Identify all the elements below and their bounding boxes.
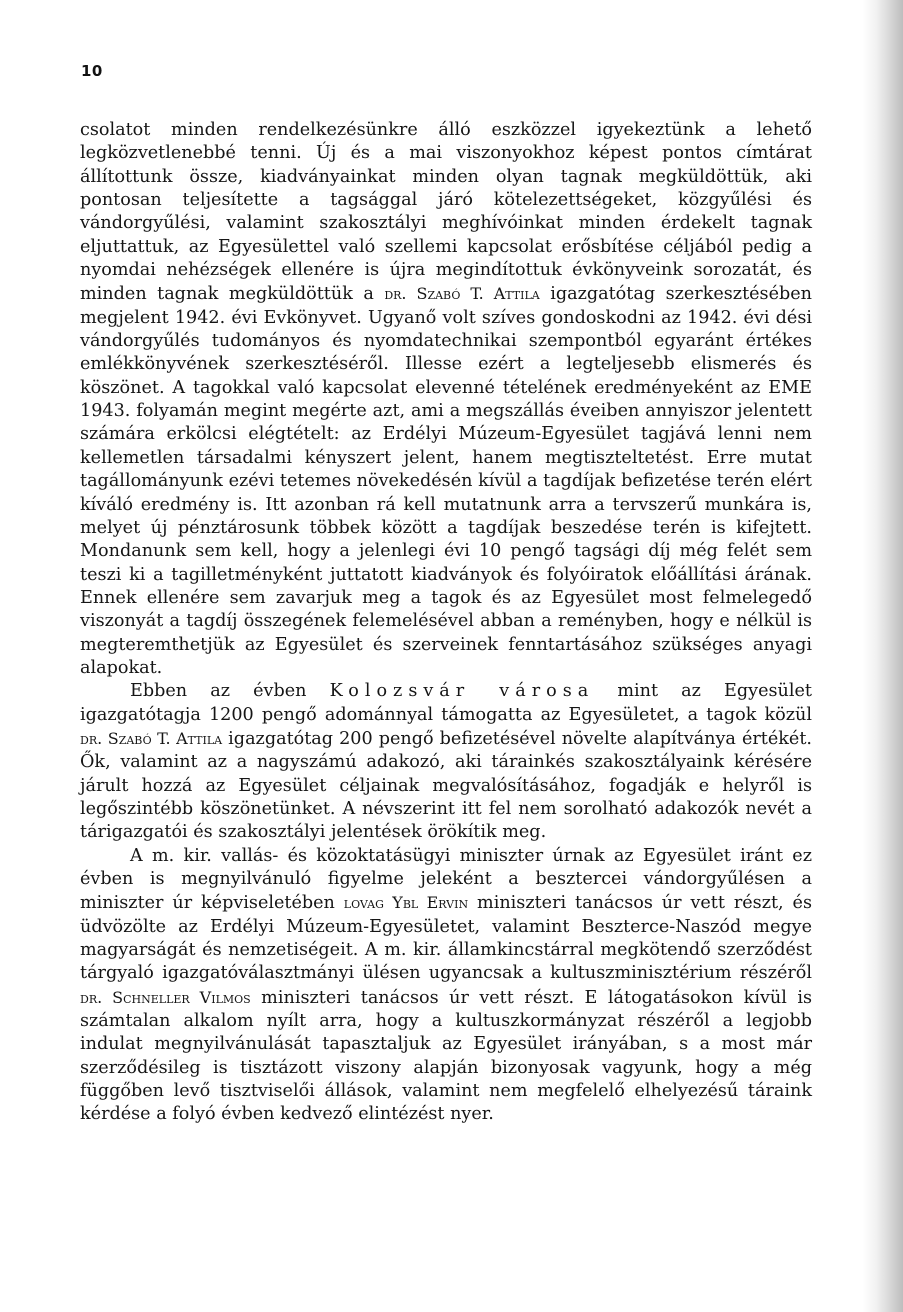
paragraph-3: [80, 845, 812, 1127]
person-name-ybl: lovag Ybl Ervin: [343, 893, 469, 913]
paragraph-2-text-cont: mint az Egyesület igazgatótagja 1200 pengő adománnyal támogatta az Egyesületet, a tagok közül: [80, 681, 812, 725]
person-name-szabo-2: dr. Szabó T. Attila: [80, 728, 223, 748]
person-name-schneller: dr. Schneller Vilmos: [80, 987, 251, 1007]
paragraph-3-text-cont: miniszteri tanácsos úr vett részt, és üdvözölte az Erdélyi Múzeum-Egyesületet, valamint Beszterce-Naszód megye magyarságát és nemzetiségeit. A m. kir. államkincstárral megkötendő szerződést tárgyaló igazgatóválasztmányi ülésen ugyancsak a kultuszminisztérium részéről: [80, 893, 812, 984]
page-number: 10: [81, 62, 103, 80]
paragraph-2-text-end: igazgatótag 200 pengő befizetésével növelte alapítványa értékét. Ők, valamint az a nagyszámú adakozó, aki tárainkés szakosztályaink kérésére járult hozzá az Egyesület céljainak megvalósításához, fogadják e helyről is legőszintébb köszönetünket. A névszerint itt fel nem sorolható adakozók nevét a tárigazgatói és szakosztályi jelentések örökítik meg.: [80, 728, 812, 843]
paragraph-2-text: Ebben az évben: [130, 681, 330, 702]
paragraph-2: [80, 680, 812, 844]
paragraph-3-text-end: miniszteri tanácsos úr vett részt. E látogatásokon kívül is számtalan alkalom nyílt arra, hogy a kultuszkormányzat részéről a legjobb indulat megnyilvánulását tapasztaljuk az Egyesület irányában, s a most már szerződésileg is tisztázott viszony alapján bizonyosak vagyunk, hogy a még függőben levő tisztviselői állások, valamint nem megfelelő elhelyezésű táraink kérdése a folyó évben kedvező elintézést nyer.: [80, 987, 812, 1125]
city-name-kolozsvar: Kolozsvár városa: [329, 681, 595, 702]
paragraph-1-text: csolatot minden rendelkezésünkre álló eszközzel igyekeztünk a lehető legközvetlenebbé tenni. Új és a mai viszonyokhoz képest pontos címtárat állítottunk össze, kiadványainkat minden olyan tagnak megküldöttük, aki pontosan teljesítette a tagsággal járó kötelezettségeket, közgyűlési és vándorgyűlési, valamint szakosztályi meghívóinkat minden érdekelt tagnak eljuttattuk, az Egyesülettel való szellemi kapcsolat erősbítése céljából pedig a nyomdai nehézségek ellenére is újra megindítottuk évkönyveink sorozatát, és minden tagnak megküldöttük a: [80, 120, 812, 305]
paragraph-3-text: A m. kir. vallás- és közoktatásügyi miniszter úrnak az Egyesület iránt ez évben is megnyilvánuló figyelme jeleként a besztercei vándorgyűlésen a miniszter úr képviseletében: [80, 845, 812, 914]
paragraph-1-text-cont: igazgatótag szerkesztésében megjelent 1942. évi Evkönyvet. Ugyanő volt szíves gondoskodni az 1942. évi dési vándorgyűlés tudományos és nyomdatechnikai szempontból egyaránt értékes emlékkönyvének szerkesztéséről. Illesse ezért a legteljesebb elismerés és köszönet. A tagokkal való kapcsolat elevenné tételének eredményeként az EME 1943. folyamán megint megérte azt, ami a megszállás éveiben annyiszor jelentett számára erkölcsi elégtételt: az Erdélyi Múzeum-Egyesület tagjává lenni nem kellemetlen társadalmi kényszert jelent, hanem megtiszteltetést. Erre mutat tagállományunk ezévi tetemes növekedésén kívül a tagdíjak befizetése terén elért kíváló eredmény is. Itt azonban rá kell mutatnunk arra a tervszerű munkára is, melyet új pénztárosunk többek között a tagdíjak beszedése terén is kifejtett. Mondanunk sem kell, hogy a jelenlegi évi 10 pengő tagsági díj még felét sem teszi ki a tagilletményként juttatott kiadványok és folyóiratok előállítási árának. Ennek ellenére sem zavarjuk meg a tagok és az Egyesület most felmelegedő viszonyát a tagdíj összegének felemelésével abban a reményben, hogy e nélkül is megteremthetjük az Egyesület és szerveinek fenntartásához szükséges anyagi alapokat.: [80, 284, 812, 678]
paragraph-1: [80, 119, 812, 680]
body-text: [80, 119, 812, 1127]
person-name-szabo: dr. Szabó T. Attila: [384, 284, 540, 304]
